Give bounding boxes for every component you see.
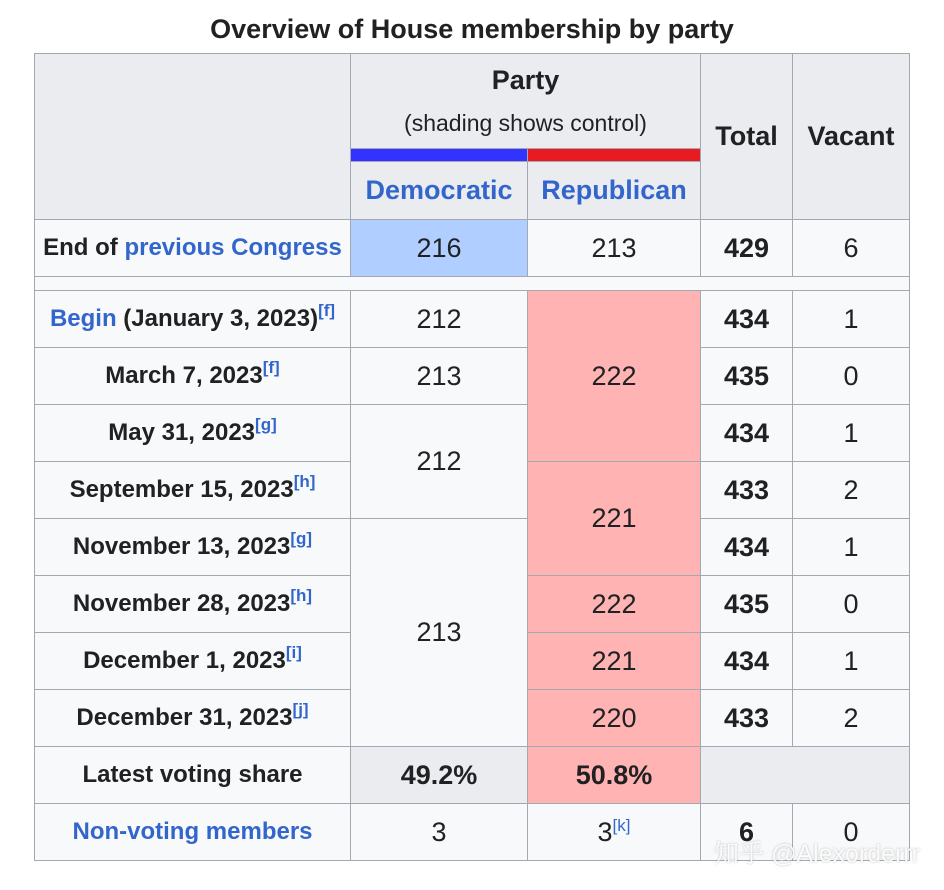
total-cell: 434 xyxy=(701,633,793,690)
vacant-cell: 1 xyxy=(793,519,910,576)
dem-count-cell: 212 xyxy=(351,405,528,519)
party-header-note: (shading shows control) xyxy=(404,110,647,136)
row-date-text: November 13, 2023 xyxy=(72,533,291,560)
row-date-text: March 7, 2023 xyxy=(105,362,263,389)
dem-count-cell: 213 xyxy=(351,348,528,405)
party-header-title: Party xyxy=(491,65,560,95)
vacant-header: Vacant xyxy=(793,54,910,220)
row-date-text: May 31, 2023 xyxy=(108,419,256,446)
row-label xyxy=(35,576,351,633)
vacant-cell: 0 xyxy=(793,576,910,633)
footnote-link[interactable]: [f] xyxy=(262,358,280,377)
footnote-link[interactable]: [g] xyxy=(290,529,313,548)
nonvoting-dem-cell: 3 xyxy=(351,804,528,861)
vacant-cell: 1 xyxy=(793,405,910,462)
row-date-text: December 31, 2023 xyxy=(76,704,293,731)
nonvoting-rep-cell xyxy=(528,804,701,861)
democratic-color-bar xyxy=(351,149,528,162)
nonvoting-label-cell xyxy=(35,804,351,861)
row-label xyxy=(35,633,351,690)
total-cell: 434 xyxy=(701,519,793,576)
rep-count-cell: 222 xyxy=(528,576,701,633)
vacant-cell: 2 xyxy=(793,690,910,747)
footnote-link[interactable]: [j] xyxy=(292,700,309,719)
dem-count-cell: 213 xyxy=(351,519,528,747)
total-cell: 433 xyxy=(701,690,793,747)
row-label xyxy=(35,405,351,462)
prev-rep-cell: 213 xyxy=(528,220,701,277)
row-label xyxy=(35,519,351,576)
latest-share-label: Latest voting share xyxy=(35,747,351,804)
row-label xyxy=(35,348,351,405)
total-cell: 433 xyxy=(701,462,793,519)
table-spacer-row xyxy=(35,277,910,291)
republican-header-link[interactable]: Republican xyxy=(528,162,701,220)
watermark: 知乎 @Alexorderrr xyxy=(714,840,920,868)
nonvoting-rep-count: 3 xyxy=(597,816,613,847)
dem-count-cell: 212 xyxy=(351,291,528,348)
democratic-header-link[interactable]: Democratic xyxy=(351,162,528,220)
vacant-cell: 2 xyxy=(793,462,910,519)
row-label xyxy=(35,462,351,519)
total-cell: 435 xyxy=(701,348,793,405)
row-date-text: November 28, 2023 xyxy=(72,590,291,617)
total-cell: 434 xyxy=(701,405,793,462)
republican-color-bar xyxy=(528,149,701,162)
latest-share-blank xyxy=(701,747,910,804)
footnote-link[interactable]: [k] xyxy=(612,815,631,835)
table-caption: Overview of House membership by party xyxy=(210,14,734,44)
vacant-cell: 1 xyxy=(793,291,910,348)
prev-congress-prefix: End of xyxy=(43,234,125,261)
prev-vacant-cell: 6 xyxy=(793,220,910,277)
begin-link[interactable]: Begin xyxy=(49,305,117,332)
footnote-link[interactable]: [f] xyxy=(318,301,336,320)
rep-count-cell: 221 xyxy=(528,633,701,690)
non-voting-members-link[interactable]: Non-voting members xyxy=(72,818,313,845)
total-header: Total xyxy=(701,54,793,220)
house-membership-table xyxy=(34,53,910,861)
nonvoting-total-cell: 6 xyxy=(701,804,793,861)
previous-congress-link[interactable]: previous Congress xyxy=(124,234,342,261)
footnote-link[interactable]: [i] xyxy=(285,643,302,662)
row-date-text: September 15, 2023 xyxy=(69,476,294,503)
row-label xyxy=(35,690,351,747)
total-cell: 435 xyxy=(701,576,793,633)
rep-count-cell: 222 xyxy=(528,291,701,462)
footnote-link[interactable]: [g] xyxy=(255,415,277,434)
party-header xyxy=(351,54,701,149)
total-cell: 434 xyxy=(701,291,793,348)
prev-congress-label xyxy=(35,220,351,277)
vacant-cell: 1 xyxy=(793,633,910,690)
rep-count-cell: 220 xyxy=(528,690,701,747)
vacant-cell: 0 xyxy=(793,348,910,405)
footnote-link[interactable]: [h] xyxy=(290,586,313,605)
row-date-text: (January 3, 2023) xyxy=(116,305,319,332)
header-blank-cell xyxy=(35,54,351,220)
prev-total-cell: 429 xyxy=(701,220,793,277)
prev-dem-cell: 216 xyxy=(351,220,528,277)
latest-dem-share: 49.2% xyxy=(351,747,528,804)
row-label xyxy=(35,291,351,348)
latest-rep-share: 50.8% xyxy=(528,747,701,804)
rep-count-cell: 221 xyxy=(528,462,701,576)
footnote-link[interactable]: [h] xyxy=(293,472,316,491)
row-date-text: December 1, 2023 xyxy=(83,647,286,674)
nonvoting-vacant-cell: 0 xyxy=(793,804,910,861)
